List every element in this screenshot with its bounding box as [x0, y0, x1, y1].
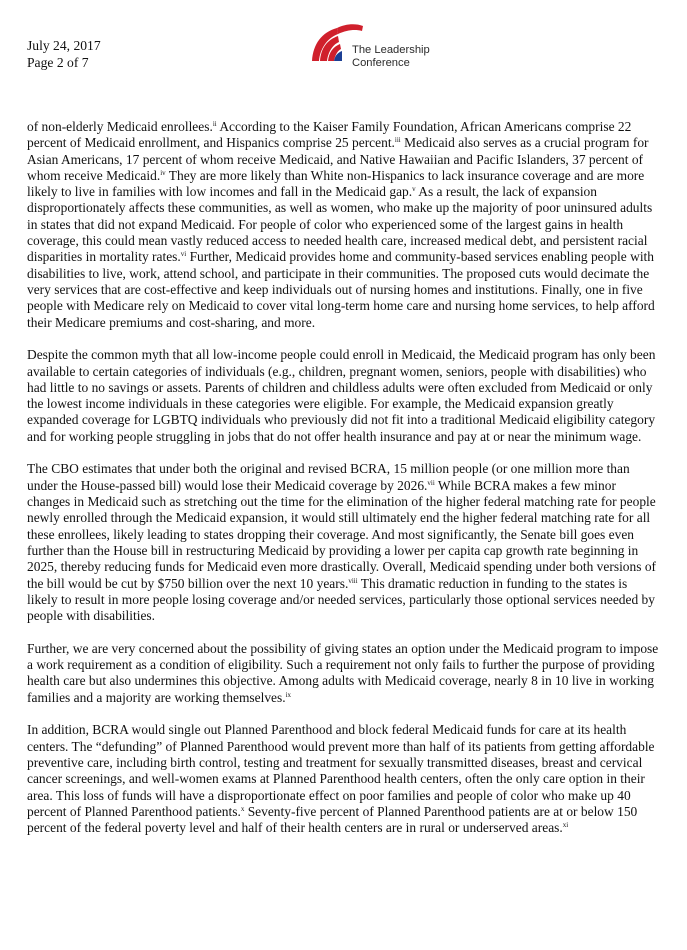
paragraph-text: As a result, the lack of expansion disproportionately affects these communities, as well as women, who make up the majority of poor uninsured adults in states that did not expand Medicaid. For people of color who experienced some of the largest gains in health coverage, this could mean vastly reduced access to needed health care, increased medical debt, and persistent racial disparities in mortality rates.	[27, 184, 653, 265]
paragraph-text: Further, we are very concerned about the possibility of giving states an option under the Medicaid program to impose a work requirement as a condition of eligibility. Such a requirement not only fails to further the purpose of providing health care but also undermines this objective. Among adults with Medicaid coverage, nearly 8 in 10 live in working families and a majority are working themselves.	[27, 640, 659, 705]
paragraph-text: Medicaid also serves as a crucial program for Asian Americans, 17 percent of whom receive Medicaid, and Native Hawaiian and Pacific Islanders, 37 percent of whom receive Medicaid.	[27, 135, 649, 183]
logo-wordmark	[352, 44, 430, 70]
footnote-reference: xi	[562, 821, 569, 830]
paragraph-text: The CBO estimates that under both the original and revised BCRA, 15 million people (or one million more than under the House-passed bill) would lose their Medicaid coverage by 2026.	[27, 461, 630, 493]
header-page-number: Page 2 of 7	[27, 55, 89, 70]
body-paragraph	[27, 461, 659, 624]
paragraph-text: of non-elderly Medicaid enrollees.	[27, 119, 213, 134]
footnote-reference: ii	[212, 120, 217, 128]
paragraph-text: According to the Kaiser Family Foundation, African Americans comprise 22 percent of Medicaid enrollment, and Hispanics comprise 25 percent.	[27, 119, 632, 151]
paragraph-text: Despite the common myth that all low-income people could enroll in Medicaid, the Medicaid program has only been available to certain categories of individuals (e.g., children, pregnant women, seniors, people with disabilities) who had little to no savings or assets. Parents of children and childless adults were often excluded from Medicaid or only the lowest income individuals in these categories were eligible. For example, the Medicaid expansion greatly expanded coverage for LGBTQ individuals who previously did not fit into a traditional Medicaid eligibility category and for working people struggling in jobs that do not offer health insurance and pay at or near the minimum wage.	[27, 347, 656, 444]
body-paragraph	[27, 722, 659, 836]
paragraph-text: They are more likely than White non-Hispanics to lack insurance coverage and are more likely to live in families with low incomes and fall in the Medicaid gap.	[27, 167, 645, 200]
footnote-reference: ix	[285, 690, 292, 699]
page-header	[27, 37, 101, 71]
footnote-reference: vii	[427, 478, 435, 487]
logo-line-1: The Leadership	[352, 44, 430, 56]
body-paragraph	[27, 347, 659, 445]
paragraph-text: This dramatic reduction in funding to the states is likely to result in more people losing coverage and/or needed services, particularly those optional services needed by people with disabilities.	[27, 575, 655, 624]
footnote-reference: vi	[180, 250, 187, 259]
body-paragraph	[27, 119, 659, 331]
footnote-reference: iii	[394, 136, 401, 145]
logo-arc-top	[337, 24, 363, 34]
footnote-reference: v	[412, 185, 416, 194]
footnote-reference: viii	[348, 576, 358, 585]
header-date: July 24, 2017	[27, 38, 101, 53]
footnote-reference: x	[240, 804, 245, 813]
body-paragraph	[27, 641, 659, 706]
footnote-reference: iv	[160, 168, 166, 177]
logo-line-2: Conference	[352, 57, 410, 69]
paragraph-text: In addition, BCRA would single out Planned Parenthood and block federal Medicaid funds for care at its health centers. The “defunding” of Planned Parenthood would prevent more than half of its patients from getting affordable preventive care, including birth control, testing and treatment for sexually transmitted diseases, breast and cervical cancer screenings, and well-women exams at Planned Parenthood health centers, often the only care option in their area. This loss of funds will have a disproportionate effect on poor families and people of color who make up 40 percent of Planned Parenthood patients.	[27, 722, 655, 819]
paragraph-text: While BCRA makes a few minor changes in Medicaid such as stretching out the time for the elimination of the higher federal matching rate for people newly enrolled through the Medicaid expansion, it would still ultimately end the higher federal matching rate for all these enrollees, likely leading to states dropping their coverage. And most significantly, the Senate bill goes even further than the House bill in restructuring Medicaid by providing a lower per capita cap growth rate beginning in 2025, thereby reducing funds for Medicaid even more drastically. Overall, Medicaid spending under both versions of the bill would be cut by $750 billion over the next 10 years.	[27, 477, 657, 591]
paragraph-text: Seventy-five percent of Planned Parenthood patients are at or below 150 percent of the federal poverty level and half of their health centers are in rural or underserved areas.	[27, 803, 638, 836]
paragraph-text: Further, Medicaid provides home and community-based services enabling people with disabilities to live, work, attend school, and participate in their communities. The proposed cuts would decimate the very services that are cost-effective and keep individuals out of nursing homes and institutions. Finally, one in five people with Medicare rely on Medicaid to cover vital long-term home care and nursing home services, to help afford their Medicare premiums and cost-sharing, and more.	[27, 249, 655, 330]
document-body	[27, 119, 659, 853]
